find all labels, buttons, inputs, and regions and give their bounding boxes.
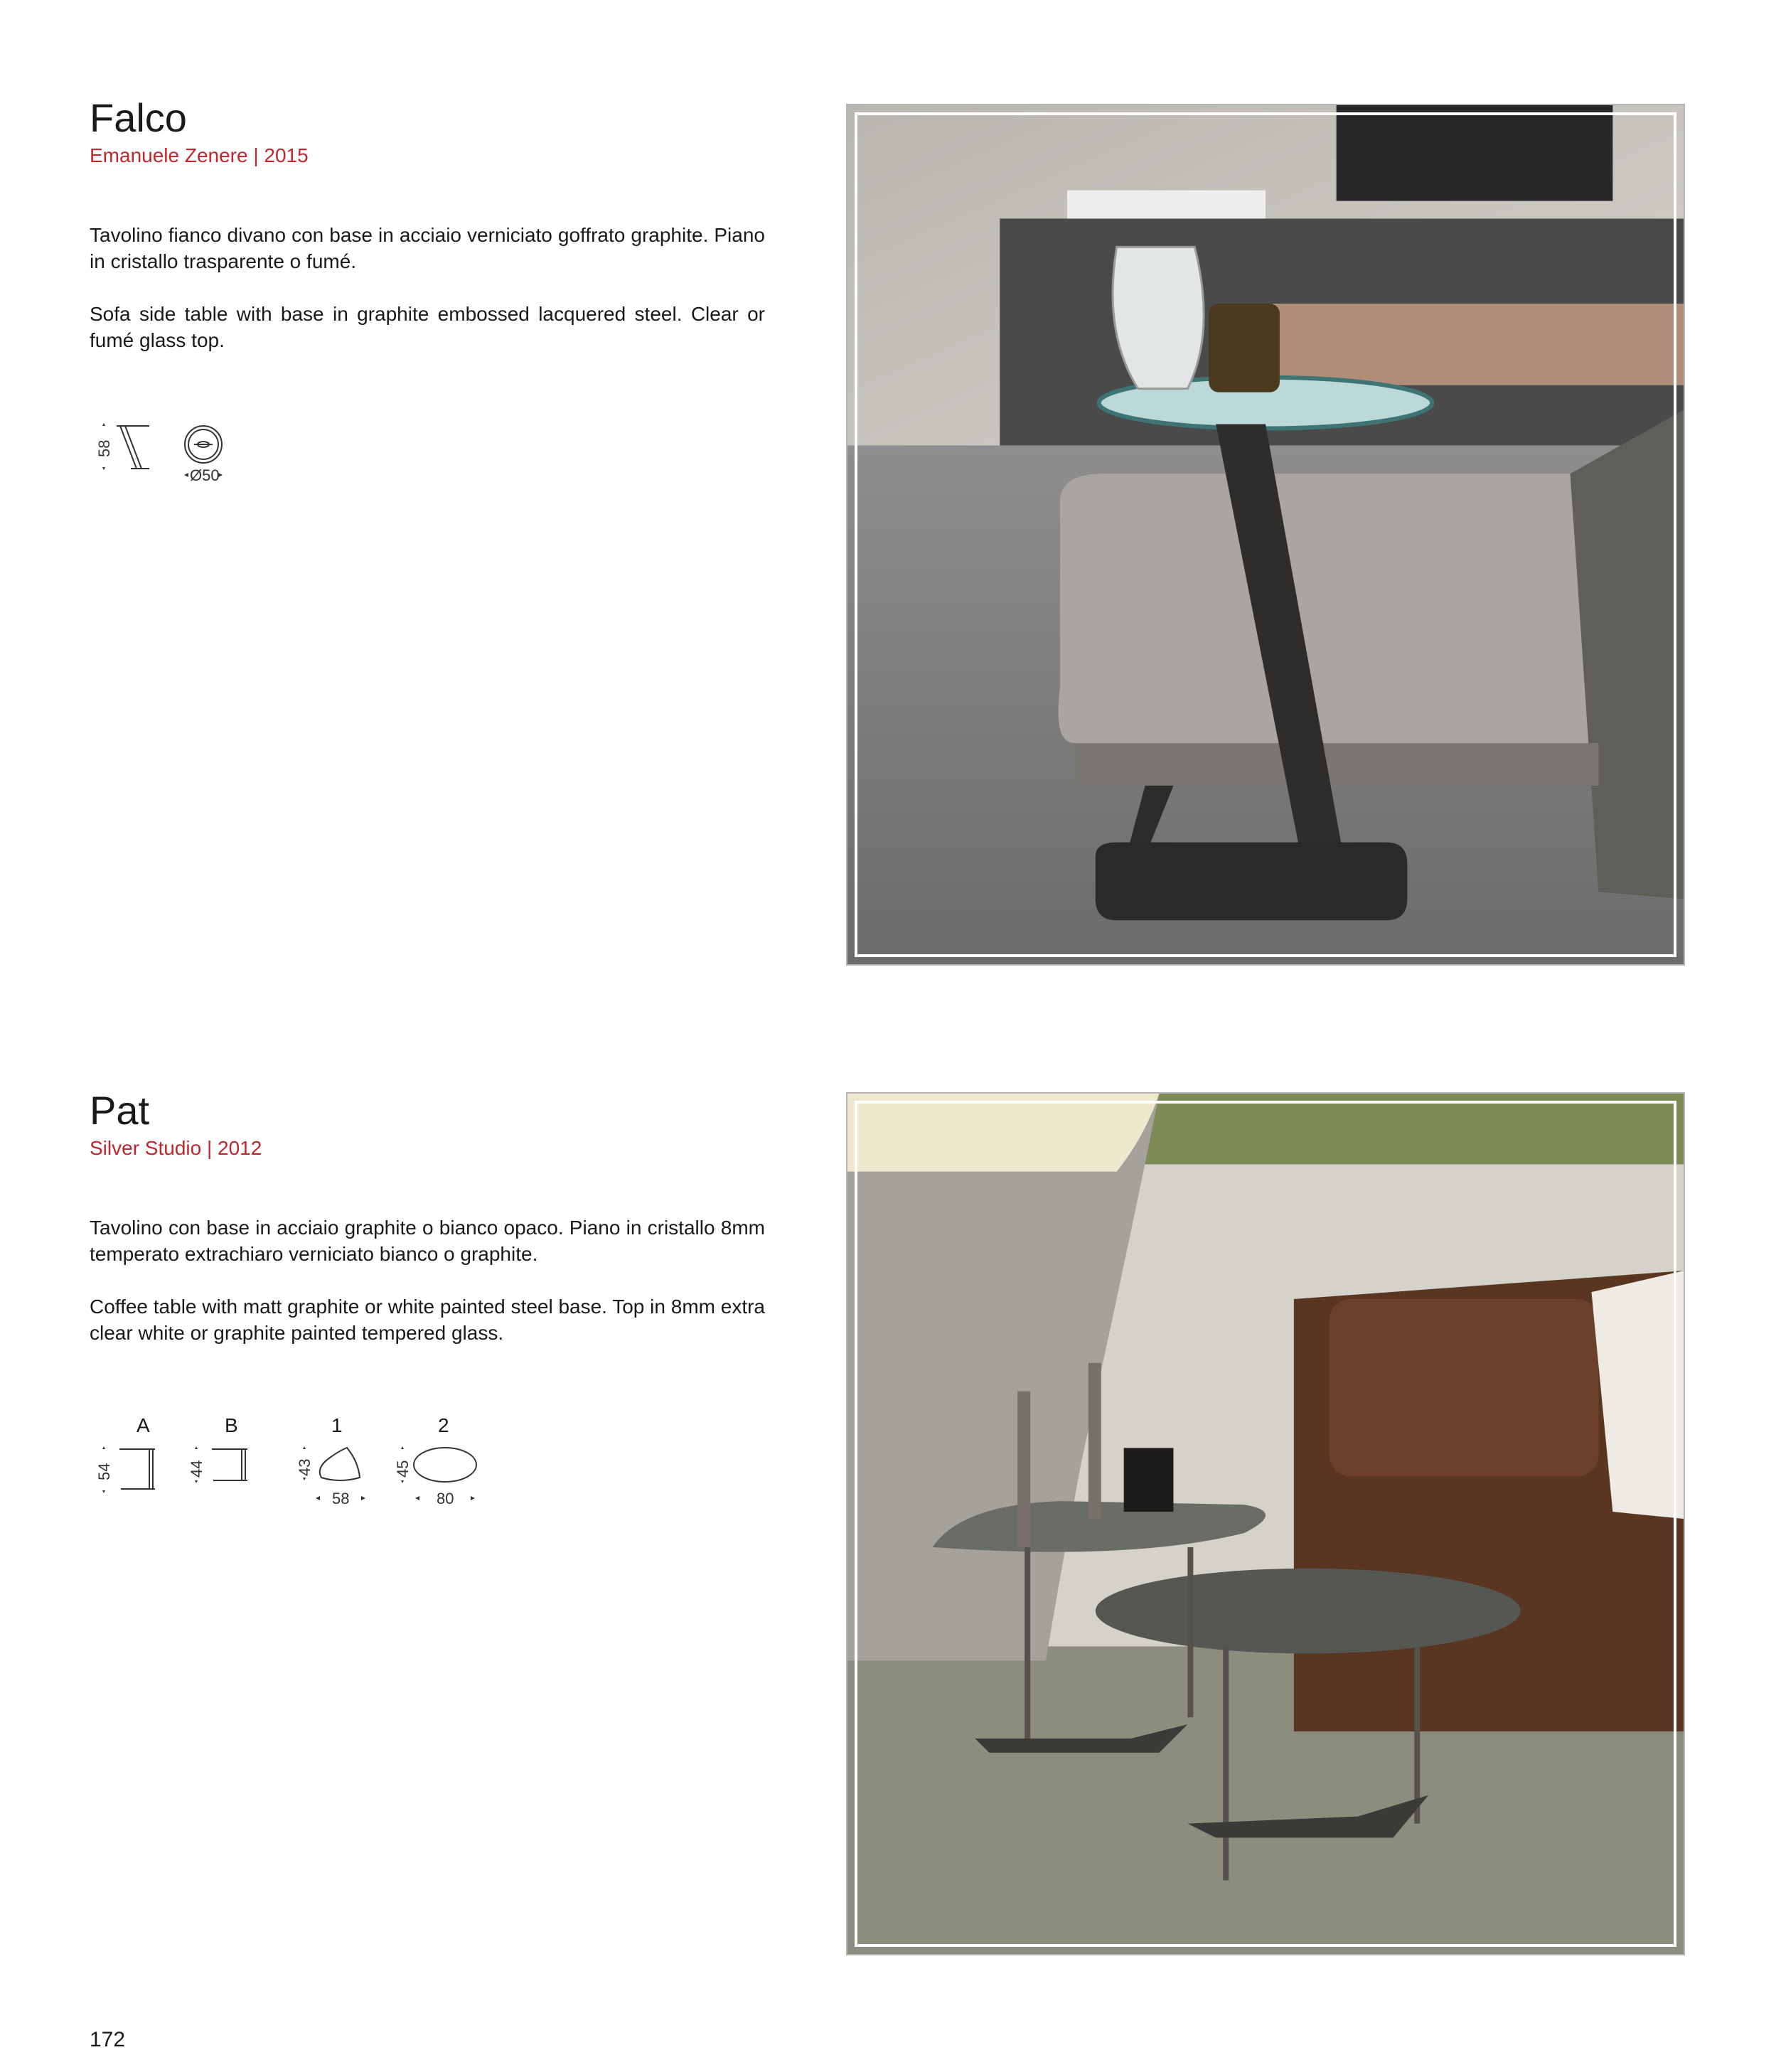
description-english: Coffee table with matt graphite or white painted steel base. Top in 8mm extra clear white or graphite painted tempered glass. [90,1296,765,1344]
falco-photo [846,104,1685,966]
page-number: 172 [90,2028,126,2051]
pat-photo [846,1092,1685,1955]
product-pat [90,1088,765,1346]
product-title: Pat [90,1088,150,1133]
pat-variant-a-label: A [137,1414,150,1436]
pat-variant-b-label: B [225,1414,238,1436]
pat-variant-2-width: 80 [437,1490,454,1505]
pat-dimension-diagram [90,1412,488,1505]
description-english: Sofa side table with base in graphite embossed lacquered steel. Clear or fumé glass top. [90,303,765,351]
product-designer: Silver Studio | 2012 [90,1137,262,1159]
pat-variant-1-height: 43 [296,1458,314,1476]
falco-scene-illustration [847,105,1684,964]
pat-triangle-top-icon [320,1448,360,1480]
product-designer: Emanuele Zenere | 2015 [90,144,309,166]
falco-dimension-diagram [90,416,246,487]
pat-variant-a-height: 54 [95,1463,113,1480]
pat-variant-1-width: 58 [332,1490,350,1505]
product-falco [90,95,765,353]
pat-variant-2-height: 45 [394,1460,412,1478]
description-italian: Tavolino fianco divano con base in acciaio verniciato goffrato graphite. Piano in cristallo trasparente o fumé. [90,224,765,272]
pat-variant-1-label: 1 [331,1414,343,1436]
pat-oval-top-icon [414,1448,476,1482]
falco-side-profile-icon [117,426,149,469]
pat-variant-b-height: 44 [188,1460,205,1478]
falco-height-label: 58 [95,439,113,457]
pat-scene-illustration [847,1094,1684,1954]
falco-diameter-label: Ø50 [190,466,220,484]
description-italian: Tavolino con base in acciaio graphite o bianco opaco. Piano in cristallo 8mm temperato extrachiaro verniciato bianco o graphite. [90,1217,765,1265]
pat-variant-a-profile-icon [119,1449,155,1489]
pat-variant-2-label: 2 [438,1414,449,1436]
product-title: Falco [90,95,187,140]
pat-variant-b-profile-icon [212,1449,247,1480]
falco-top-view-icon [185,426,222,463]
